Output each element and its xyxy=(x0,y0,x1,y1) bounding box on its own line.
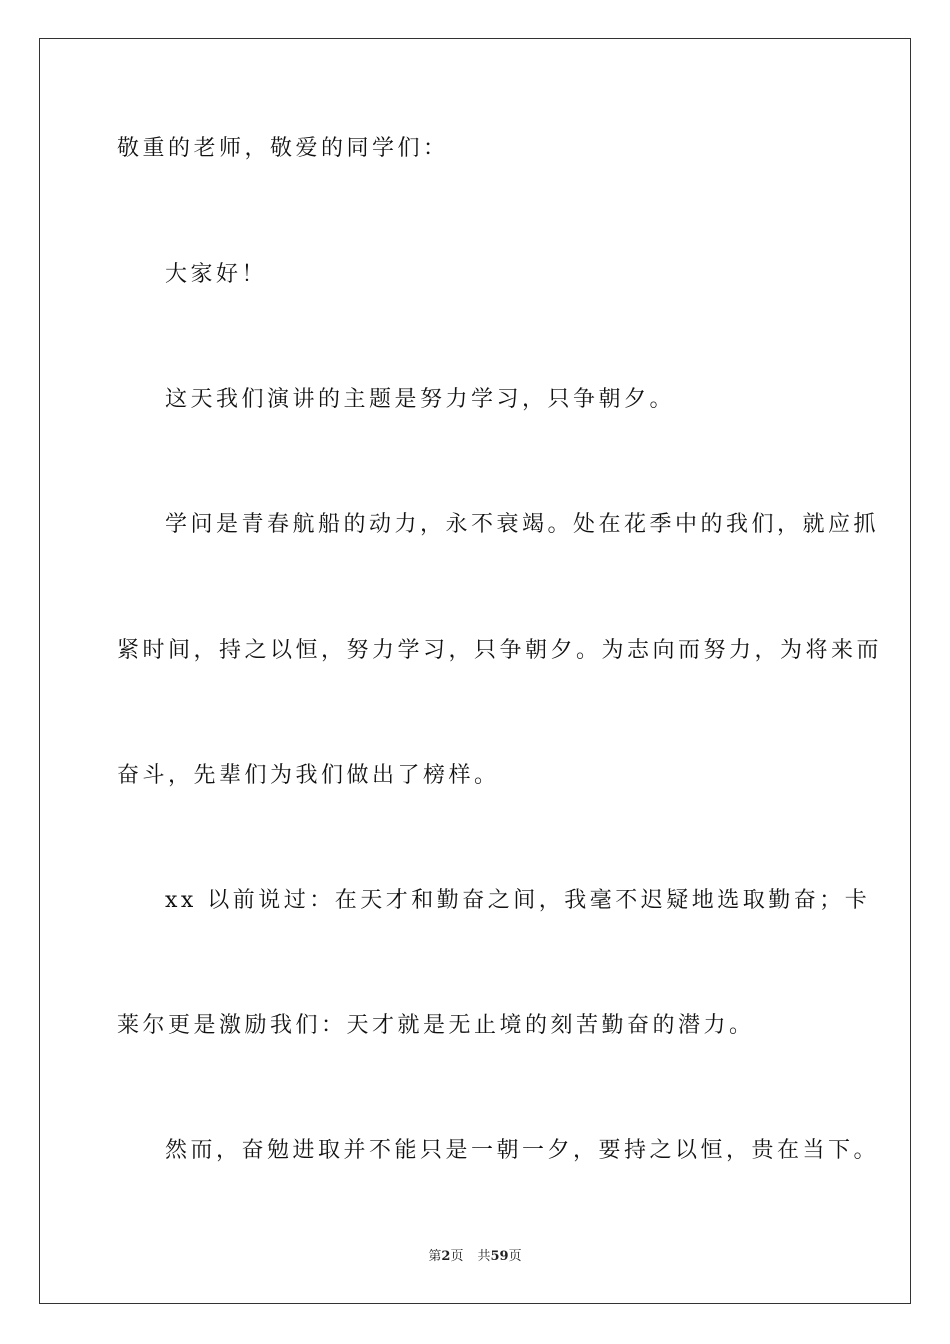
page-footer xyxy=(0,1248,950,1266)
paragraph-line: 莱尔更是激励我们：天才就是无止境的刻苦勤奋的潜力。 xyxy=(117,1013,755,1038)
total-suffix: 页 xyxy=(508,1249,522,1264)
greeting-line: 大家好！ xyxy=(165,262,268,287)
paragraph-line: xx 以前说过：在天才和勤奋之间，我毫不迟疑地选取勤奋；卡 xyxy=(165,888,871,913)
page-border xyxy=(39,38,911,1304)
page-number: 2 xyxy=(441,1249,451,1264)
topic-line: 这天我们演讲的主题是努力学习，只争朝夕。 xyxy=(165,387,676,412)
paragraph-line: 然而，奋勉进取并不能只是一朝一夕，要持之以恒，贵在当下。 xyxy=(165,1138,880,1163)
salutation-line: 敬重的老师，敬爱的同学们： xyxy=(117,136,449,161)
paragraph-line: 学问是青春航船的动力，永不衰竭。处在花季中的我们，就应抓 xyxy=(165,512,880,537)
page-suffix: 页 xyxy=(450,1249,464,1264)
total-prefix: 共 xyxy=(477,1249,491,1264)
paragraph-line: 紧时间，持之以恒，努力学习，只争朝夕。为志向而努力，为将来而 xyxy=(117,638,883,663)
page-prefix: 第 xyxy=(428,1249,442,1264)
total-pages: 59 xyxy=(490,1249,509,1264)
paragraph-line: 奋斗，先辈们为我们做出了榜样。 xyxy=(117,763,500,788)
